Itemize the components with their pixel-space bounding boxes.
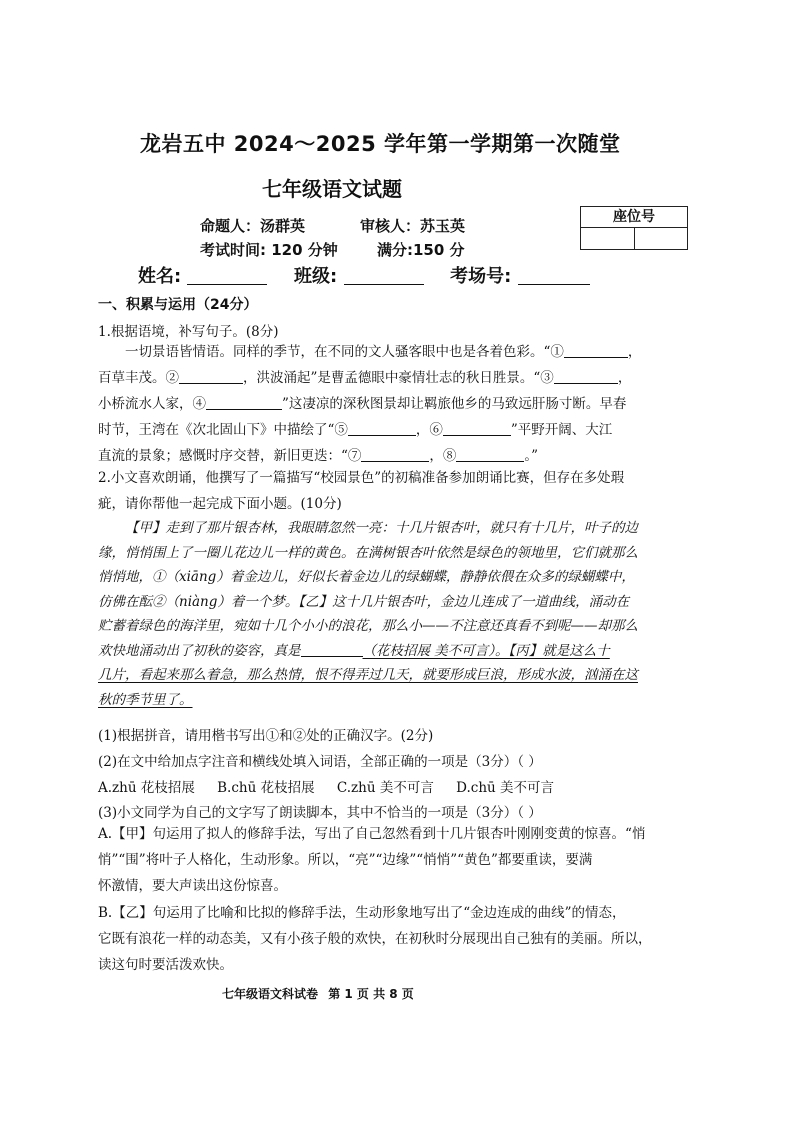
answer-blank[interactable]: [554, 369, 618, 384]
passage-line: 欢快地涌动出了初秋的姿容，真是: [98, 642, 301, 659]
q1-text: ”平野开阔、大江: [510, 422, 613, 438]
passage-line: 缘，悄悄围上了一圈儿花边儿一样的黄色。在满树银杏叶依然是绿色的领地里，它们就那么: [98, 544, 638, 561]
q2-stem-line: 2.小文喜欢朗诵，他撰写了一篇描写“校园景色”的初稿准备参加朗诵比赛，但存在多处瑕: [98, 470, 625, 486]
option-b[interactable]: B.chū 花枝招展: [217, 780, 315, 796]
option-b-line: 读这句时要活泼欢快。: [98, 957, 233, 973]
option-b-block: [98, 900, 698, 978]
room-blank[interactable]: [518, 266, 590, 285]
seat-number-label: 座位号: [581, 207, 687, 228]
q1-text: 直流的景象；感慨时序交替，新旧更迭：“⑦: [98, 448, 362, 464]
sub-question-1: (1)根据拼音，请用楷书写出①和②处的正确汉字。(2分): [98, 728, 434, 744]
passage-line: 几片，看起来那么着急，那么热情，恨不得弄过几天，就要形成巨浪，形成水波，汹涌在这: [98, 667, 638, 683]
option-c[interactable]: C.zhū 美不可言: [336, 780, 434, 796]
question-2-stem: [98, 465, 698, 517]
answer-blank[interactable]: [564, 343, 628, 358]
class-blank[interactable]: [344, 266, 424, 285]
option-a-line: A.【甲】句运用了拟人的修辞手法，写出了自己忽然看到十几片银杏叶刚刚变黄的惊喜。“悄: [98, 826, 646, 842]
setter-label: 命题人：汤群英: [200, 217, 306, 235]
option-b-line: B.【乙】句运用了比喻和比拟的修辞手法，生动形象地写出了“金边连成的曲线”的情态，: [98, 905, 626, 921]
name-blank[interactable]: [187, 266, 267, 285]
passage-line: 贮蓄着绿色的海洋里，宛如十几个小小的浪花，那么小——不注意还真看不到呢——却那么: [98, 618, 638, 634]
option-d[interactable]: D.chū 美不可言: [456, 780, 554, 796]
exam-title: 龙岩五中 2024～2025 学年第一学期第一次随堂: [140, 132, 621, 156]
q1-text: 。”: [524, 448, 539, 464]
answer-blank[interactable]: [348, 421, 416, 436]
option-a-block: [98, 821, 698, 899]
q1-text: ，⑧: [429, 448, 457, 464]
question-1-stem: 1.根据语境，补写句子。(8分): [98, 324, 279, 340]
sub-question-2: (2)在文中给加点字注音和横线处填入词语，全部正确的一项是（3分）（ ）: [98, 754, 542, 770]
option-a-line: 怀激情，要大声读出这份惊喜。: [98, 878, 287, 894]
q1-text: 一切景语皆情语。同样的季节，在不同的文人骚客眼中也是各着色彩。“①: [125, 344, 564, 360]
student-info-line: [138, 262, 638, 288]
name-label: 姓名:: [138, 266, 182, 287]
passage-line: 【甲】走到了那片银杏林，我眼睛忽然一亮：十几片银杏叶，就只有十几片，叶子的边: [125, 520, 638, 536]
option-a-line: 悄”“围”将叶子人格化，生动形象。所以，“亮”“边缘”“悄悄”“黄色”都要重读，要满: [98, 852, 593, 868]
answer-blank[interactable]: [361, 447, 429, 462]
answer-blank[interactable]: [443, 421, 511, 436]
option-b-line: 它既有浪花一样的动态美，又有小孩子般的欢快，在初秋时分展现出自己独有的美丽。所以，: [98, 931, 652, 947]
q1-text: 时节，王湾在《次北固山下》中描绘了“⑤: [98, 422, 348, 438]
reviewer-label: 审核人：苏玉英: [360, 217, 466, 235]
answer-blank[interactable]: [206, 395, 282, 410]
q1-text: ，⑥: [415, 422, 443, 438]
q1-text: 百草丰茂。②: [98, 370, 179, 386]
footer-subject: 七年级语文科试卷: [222, 987, 319, 1001]
passage-line: （花枝招展 美不可言）。【丙】就是这么十: [362, 642, 610, 659]
q2-stem-line: 疵，请你帮他一起完成下面小题。(10分): [98, 496, 342, 512]
passage: [98, 516, 698, 712]
passage-line: 仿佛在酝②（niàng）着一个梦。【乙】这十几片银杏叶，金边儿连成了一道曲线，涌动在: [98, 593, 630, 610]
q1-text: 小桥流水人家，④: [98, 396, 206, 412]
q1-text: ，洪波涌起”是曹孟德眼中豪情壮志的秋日胜景。“③: [243, 370, 554, 386]
seat-number-cell[interactable]: [581, 228, 634, 249]
class-label: 班级:: [294, 266, 338, 287]
room-label: 考场号:: [450, 266, 512, 287]
answer-blank[interactable]: [456, 447, 524, 462]
passage-line: 悄悄地，①（xiāng）着金边儿，好似长着金边儿的绿蝴蝶，静静依偎在众多的绿蝴蝶中，: [98, 569, 635, 585]
section-heading: 一、积累与运用（24分）: [98, 297, 258, 313]
exam-time-label: 考试时间: 120 分钟: [200, 241, 338, 259]
passage-blank[interactable]: [301, 642, 363, 657]
sub-question-3: (3)小文同学为自己的文字写了朗读脚本，其中不恰当的一项是（3分）（ ）: [98, 805, 542, 821]
full-score-label: 满分:150 分: [377, 241, 465, 259]
q1-text: ”这凄凉的深秋图景却让羁旅他乡的马致远肝肠寸断。早春: [282, 396, 627, 412]
question-1-body: 一切景语皆情语。同样的季节，在不同的文人骚客眼中也是各着色彩。“① ， 百草丰茂。② ，洪波涌起”是曹孟德眼中豪情壮志的秋日胜景。“③ ， 小桥流水人家，④ ”这凄凉的深秋图景却让羁旅他乡的马致远肝肠寸断。早春 时节，王湾在《次北固山下》中描绘了“⑤ ，⑥ ”平野开阔、大江 直流的景象；感慨时序交替，新旧更迭：“⑦ ，⑧ 。”: [98, 344, 642, 464]
footer-page-number: 第 1 页 共 8 页: [328, 987, 414, 1001]
seat-number-box: [580, 206, 688, 250]
seat-number-cell[interactable]: [634, 228, 688, 249]
answer-blank[interactable]: [179, 369, 243, 384]
sub-question-2-options: [98, 776, 554, 796]
passage-line: 秋的季节里了。: [98, 691, 193, 708]
option-a[interactable]: A.zhū 花枝招展: [98, 780, 195, 796]
exam-subtitle: 七年级语文试题: [262, 177, 402, 201]
page-footer: [222, 985, 420, 1002]
